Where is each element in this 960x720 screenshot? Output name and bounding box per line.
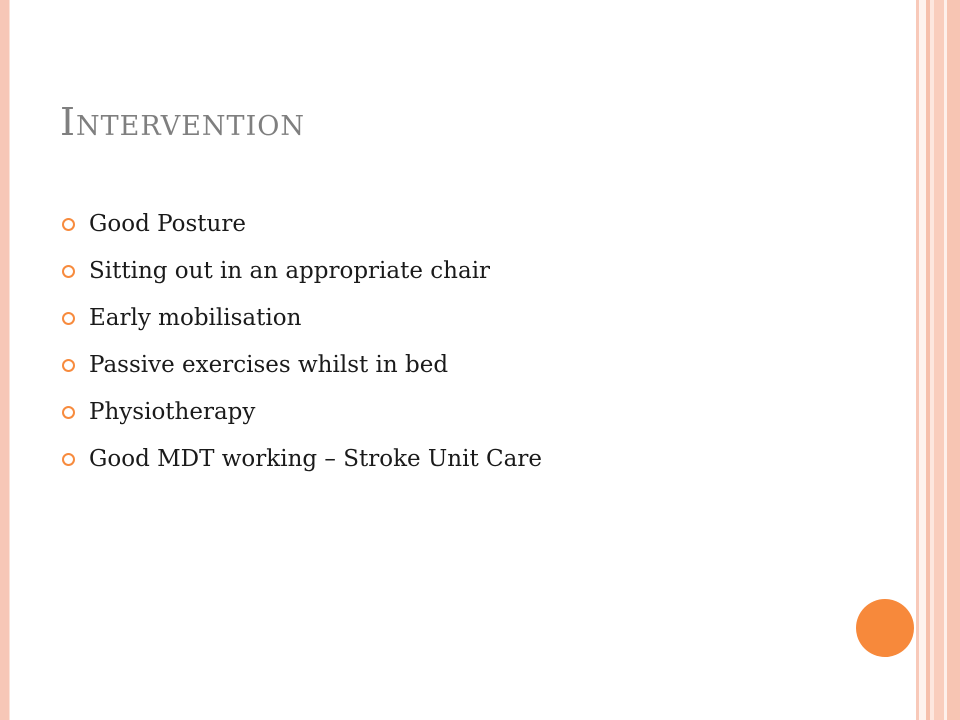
stripe (947, 0, 960, 720)
bullet-text: Early mobilisation (89, 304, 302, 331)
circle-bullet-icon (62, 406, 75, 419)
stripe (934, 0, 944, 720)
bullet-text: Physiotherapy (89, 398, 256, 425)
circle-bullet-icon (62, 265, 75, 278)
bullet-text: Good Posture (89, 210, 246, 237)
circle-bullet-icon (62, 453, 75, 466)
bullet-text: Sitting out in an appropriate chair (89, 257, 491, 284)
bullet-text: Good MDT working – Stroke Unit Care (89, 445, 542, 472)
circle-bullet-icon (62, 359, 75, 372)
circle-bullet-icon (62, 312, 75, 325)
left-border-stripe (0, 0, 10, 720)
stripe (919, 0, 926, 720)
list-item (62, 294, 542, 341)
list-item (62, 247, 542, 294)
list-item (62, 200, 542, 247)
right-decorative-stripes (916, 0, 960, 720)
list-item (62, 341, 542, 388)
slide-title: Intervention (60, 100, 305, 144)
list-item (62, 388, 542, 435)
list-item (62, 435, 542, 482)
bullet-text: Passive exercises whilst in bed (89, 351, 449, 378)
decorative-orange-circle (856, 599, 914, 657)
circle-bullet-icon (62, 218, 75, 231)
bullet-list (62, 200, 542, 482)
